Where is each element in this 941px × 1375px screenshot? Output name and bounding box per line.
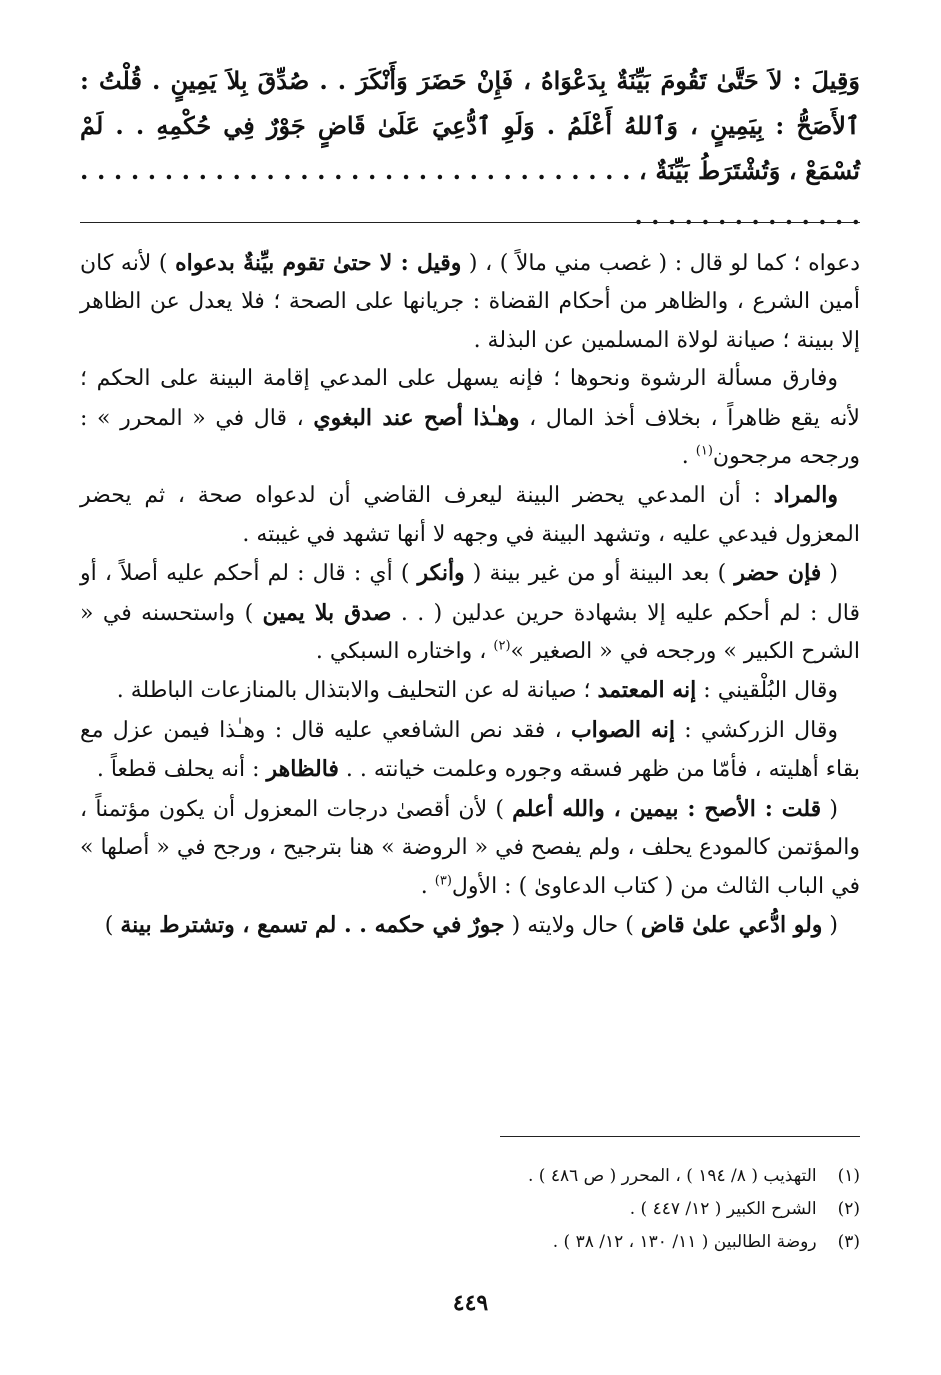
text-run: . xyxy=(420,873,435,899)
commentary-paragraph-8 xyxy=(80,906,860,945)
text-run: ) لأن أقصىٰ درجات المعزول أن يكون مؤتمناً ، والمؤتمن كالمودع يحلف ، ولم يفصح في « الروضة » هنا بترجيح ، ورجح في « أصلها » في الباب الثالث من ( كتاب الدعاوىٰ ) : الأول xyxy=(80,796,860,899)
text-run: ، فقد نص الشافعي عليه قال : وهـٰذا فيمن عزل مع بقاء أهليته ، فأمّا من ظهر فسقه وجوره وعلمت خيانته . . xyxy=(80,717,860,783)
commentary-paragraph-7 xyxy=(80,790,860,906)
commentary-paragraph-3 xyxy=(80,476,860,554)
quoted-matn-bold: إنه الصواب xyxy=(570,716,675,743)
text-run: ) حال ولايته ( xyxy=(504,912,641,938)
text-run: وقال البُلْقيني : xyxy=(696,678,838,704)
text-run: ؛ صيانة له عن التحليف والابتذال بالمنازعات الباطلة . xyxy=(116,678,598,704)
text-run: ( xyxy=(821,796,839,822)
text-run: . xyxy=(681,444,696,470)
footnote-1 xyxy=(80,1160,860,1193)
text-run: ) xyxy=(104,912,121,938)
commentary-paragraph-1 xyxy=(80,244,860,360)
footnote-ref-3: (٣) xyxy=(434,873,452,889)
quoted-matn-bold: ولو ادُّعي علىٰ قاض xyxy=(640,911,823,938)
commentary-block xyxy=(80,244,860,945)
footnote-number: (١) xyxy=(837,1166,860,1186)
footnote-text: روضة الطالبين ( ١١/ ١٣٠ ، ١٢/ ٣٨ ) . xyxy=(552,1232,817,1252)
footnotes-block xyxy=(80,1160,860,1259)
text-run: ) لأنه كان أمين الشرع ، والظاهر من أحكام القضاة : جريانها على الصحة ؛ فلا يعدل عن الظاهر إلا ببينة ؛ صيانة لولاة المسلمين عن البذلة . xyxy=(80,251,860,353)
footnote-separator-line xyxy=(500,1136,860,1137)
quoted-matn-bold: وهـٰذا أصح عند البغوي xyxy=(313,404,520,431)
footnote-3 xyxy=(80,1226,860,1259)
text-run: وقال الزركشي : xyxy=(674,717,839,743)
quoted-matn-bold: جورٌ في حكمه . . لم تسمع ، وتشترط بينة xyxy=(120,911,505,938)
footnote-ref-2: (٢) xyxy=(493,638,511,654)
quoted-matn-bold: فإن حضر xyxy=(734,560,822,587)
matn-text-block xyxy=(80,58,860,238)
quoted-matn-bold: وقيل : لا حتىٰ تقوم بيِّنةٌ بدعواه xyxy=(175,250,462,276)
quoted-matn-bold: قلت : الأصح : بيمين ، والله أعلم xyxy=(512,795,822,822)
footnote-number: (٢) xyxy=(837,1199,860,1219)
text-run: ، قال في « المحرر » : ورجحه مرجحون xyxy=(80,405,860,470)
text-run: ) بعد البينة أو من غير بينة ( xyxy=(464,561,735,587)
footnote-2 xyxy=(80,1193,860,1226)
text-run: ( xyxy=(821,561,838,587)
footnote-number: (٣) xyxy=(837,1232,860,1252)
quoted-matn-bold: إنه المعتمد xyxy=(597,677,697,704)
commentary-paragraph-5 xyxy=(80,671,860,710)
footnote-text: الشرح الكبير ( ١٢/ ٤٤٧ ) . xyxy=(629,1199,817,1219)
quoted-matn-bold: صدق بلا يمين xyxy=(262,599,392,626)
text-run: دعواه ؛ كما لو قال : ( غصب مني مالاً ) ، ( xyxy=(461,251,861,276)
matn-separator-line xyxy=(80,222,860,223)
text-run: ) أي : قال : لم أحكم عليه أصلاً ، أو قال : لم أحكم عليه إلا بشهادة حرين عدلين ( . . xyxy=(80,561,860,626)
text-run: ( xyxy=(822,912,838,938)
commentary-paragraph-2 xyxy=(80,360,860,476)
text-run: ) واستحسنه في « الشرح الكبير » ورجحه في « الصغير » xyxy=(80,600,860,665)
text-run: : أن المدعي يحضر البينة ليعرف القاضي أن لدعواه صحة ، ثم يحضر المعزول فيدعي عليه ، وتشهد البينة في وجهه لا أنها تشهد في غيبته . xyxy=(80,483,860,547)
commentary-paragraph-4 xyxy=(80,554,860,671)
matn-paragraph: وَقِيلَ : لاَ حَتَّىٰ تَقُومَ بَيِّنَةٌ بِدَعْوَاهُ ، فَإِنْ حَضَرَ وَأَنْكَرَ . . صُدِّقَ بِلاَ يَمِينٍ . قُلْتُ : ٱلأَصَحُّ : بِيَمِينٍ ، وَٱللهُ أَعْلَمُ . وَلَوِ ٱدُّعِيَ عَلَىٰ قَاضٍ جَوْرٌ فِي حُكْمِهِ . . لَمْ تُسْمَعْ ، وَتُشْتَرَطُ بَيِّنَةٌ ، . . . . . . . . . . . . . . . . . . . . . . . . . . . . . . . . . . . . . . . . . . . . . . . xyxy=(80,66,860,230)
text-run: ، واختاره السبكي . xyxy=(315,639,494,665)
quoted-matn-bold: فالظاهر xyxy=(266,756,339,783)
text-run: : أنه يحلف قطعاً . xyxy=(96,757,267,783)
commentary-paragraph-6 xyxy=(80,711,860,790)
footnote-text: التهذيب ( ٨/ ١٩٤ ) ، المحرر ( ص ٤٨٦ ) . xyxy=(527,1166,817,1186)
page-number: ٤٤٩ xyxy=(452,1290,489,1316)
footnote-ref-1: (١) xyxy=(695,443,713,459)
quoted-matn-bold: والمراد xyxy=(773,482,838,509)
text-run: وفارق مسألة الرشوة ونحوها ؛ فإنه يسهل على المدعي إقامة البينة على الحكم ؛ لأنه يقع ظاهراً ، بخلاف أخذ المال ، xyxy=(80,366,860,431)
quoted-matn-bold: وأنكر xyxy=(417,560,465,587)
